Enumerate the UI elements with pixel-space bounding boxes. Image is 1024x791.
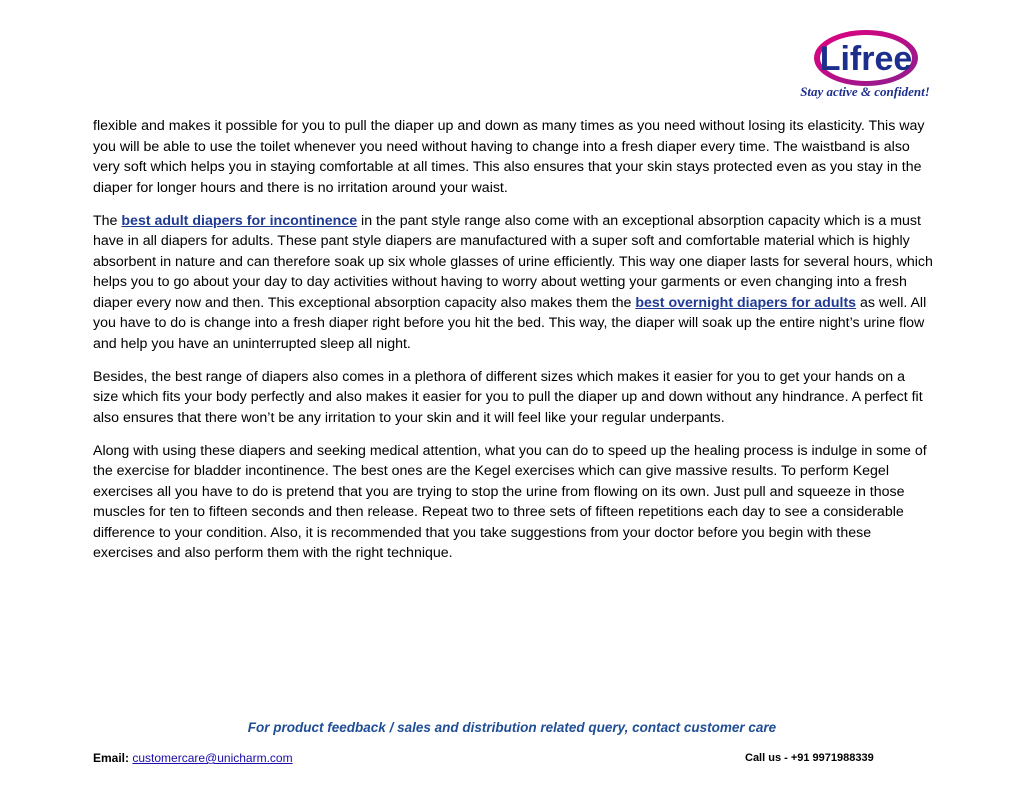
paragraph-waistband: flexible and makes it possible for you to pull the diaper up and down as many times as you need without losing its elasticity. This way you will be able to use the toilet whenever you need without having to change into a fresh diaper every time. The waistband is also very soft which helps you in staying comfortable at all times. This also ensures that your skin stays protected even as you stay in the diaper for longer hours and there is no irritation around your waist. (93, 118, 925, 196)
lifree-logo (794, 26, 934, 102)
article-body (93, 116, 933, 576)
paragraph-kegel: Along with using these diapers and seeking medical attention, what you can do to speed up the healing process is indulge in some of the exercise for bladder incontinence. The best ones are the Kegel exercises which can give massive results. To perform Kegel exercises all you have to do is pretend that you are trying to stop the urine from flowing on its own. Just pull and squeeze in those muscles for ten to fifteen seconds and then release. Repeat two to three sets of fifteen repetitions each day to see a considerable difference to your condition. Also, it is recommended that you take suggestions from your doctor before you begin with these exercises and also perform them with the right technique. (93, 442, 927, 561)
link-best-overnight-diapers[interactable]: best overnight diapers for adults (635, 294, 857, 311)
email-link[interactable]: customercare@unicharm.com (132, 751, 293, 765)
link-best-adult-diapers[interactable]: best adult diapers for incontinence (121, 212, 358, 229)
footer-phone: Call us - +91 9971988339 (745, 752, 874, 764)
logo-brand: Lifree (819, 40, 913, 78)
logo-tagline: Stay active & confident! (800, 84, 930, 99)
email-label: Email: (93, 751, 133, 765)
paragraph-absorption: The best adult diapers for incontinence in the pant style range also come with an exceptional absorption capacity which is a must have in all diapers for adults. These pant style diapers are manufactured with a super soft and comfortable material which is highly absorbent in nature and can therefore soak up six whole glasses of urine efficiently. This way one diaper lasts for several hours, which helps you to go about your day to day activities without having to worry about wetting your garments or even changing into a fresh diaper every now and then. This exceptional absorption capacity also makes them the best overnight diapers for adults as well. All you have to do is change into a fresh diaper right before you hit the bed. This way, the diaper will soak up the entire night’s urine flow and help you have an uninterrupted sleep all night. (93, 212, 933, 352)
footer-contact-note: For product feedback / sales and distribution related query, contact customer care (247, 720, 777, 735)
paragraph-sizes: Besides, the best range of diapers also comes in a plethora of different sizes which makes it easier for you to get your hands on a size which fits your body perfectly and also makes it easier for you to pull the diaper up and down without any hindrance. A perfect fit also ensures that there won’t be any irritation to your skin and it will feel like your regular underpants. (93, 368, 923, 426)
footer-email (93, 751, 293, 765)
